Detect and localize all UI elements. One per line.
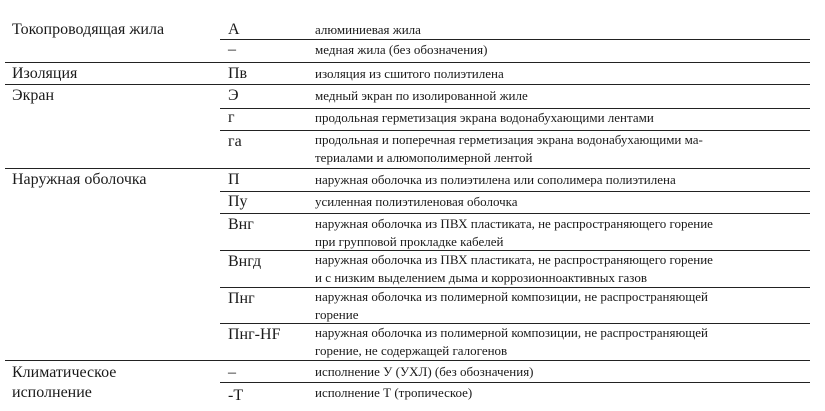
desc-polymer-fr-hf-sheath (315, 324, 815, 360)
desc-line: изоляция из сшитого полиэтилена (315, 66, 504, 81)
section-divider (5, 360, 810, 361)
code-longitudinal-transverse-seal: га (228, 133, 242, 150)
desc-polymer-fr-sheath (315, 288, 815, 324)
desc-copper-screen (315, 87, 815, 105)
desc-line: и с низким выделением дыма и коррозионноактивных газов (315, 270, 648, 285)
code-xlpe-insulation: Пв (228, 65, 248, 82)
code-longitudinal-seal: г (228, 109, 235, 126)
row-divider (220, 250, 810, 251)
desc-aluminium (315, 21, 815, 39)
desc-line: наружная оболочка из полимерной композиции, не распространяющей (315, 325, 708, 340)
desc-line: продольная герметизация экрана водонабухающими лентами (315, 110, 654, 125)
section-divider (5, 84, 810, 85)
code-pvc-fr-ls-sheath: Внгд (228, 253, 262, 270)
code-pe-sheath: П (228, 171, 240, 188)
desc-line: медная жила (без обозначения) (315, 42, 488, 57)
desc-line: наружная оболочка из полимерной композиции, не распространяющей (315, 289, 708, 304)
code-climate-u: – (228, 364, 236, 381)
desc-climate-u (315, 363, 815, 381)
desc-longitudinal-transverse-seal (315, 131, 815, 167)
code-reinforced-pe-sheath: Пу (228, 193, 248, 210)
category-screen (12, 86, 54, 106)
desc-line: териалами и алюмополимерной лентой (315, 150, 533, 165)
code-polymer-fr-sheath: Пнг (228, 290, 255, 307)
row-divider (220, 323, 810, 324)
desc-line: медный экран по изолированной жиле (315, 88, 528, 103)
desc-line: горение (315, 307, 359, 322)
code-aluminium: А (228, 21, 240, 38)
category-climate (12, 363, 116, 403)
desc-line: при групповой прокладке кабелей (315, 234, 504, 249)
desc-climate-t (315, 384, 815, 402)
desc-line: исполнение Т (тропическое) (315, 385, 473, 400)
desc-copper (315, 41, 815, 59)
code-pvc-fr-sheath: Внг (228, 216, 254, 233)
desc-line: алюминиевая жила (315, 22, 421, 37)
row-divider (220, 191, 810, 192)
category-insulation-label: Изоляция (12, 65, 78, 82)
row-divider (220, 382, 810, 383)
desc-pvc-fr-sheath (315, 215, 815, 251)
category-insulation (12, 64, 77, 84)
code-climate-t: -Т (228, 387, 244, 404)
desc-line: горение, не содержащей галогенов (315, 343, 508, 358)
desc-pe-sheath (315, 171, 815, 189)
desc-pvc-fr-ls-sheath (315, 251, 815, 287)
code-copper: – (228, 41, 236, 58)
code-copper-screen: Э (228, 87, 239, 104)
desc-reinforced-pe-sheath (315, 193, 815, 211)
desc-line: усиленная полиэтиленовая оболочка (315, 194, 518, 209)
desc-line: продольная и поперечная герметизация экрана водонабухающими ма- (315, 132, 703, 147)
desc-line: наружная оболочка из ПВХ пластиката, не распространяющего горение (315, 216, 713, 231)
desc-line: наружная оболочка из полиэтилена или сополимера полиэтилена (315, 172, 676, 187)
category-sheath (12, 170, 147, 190)
category-climate-label-line1: Климатическое (12, 364, 117, 381)
desc-longitudinal-seal (315, 109, 815, 127)
row-divider (220, 287, 810, 288)
desc-line: наружная оболочка из ПВХ пластиката, не распространяющего горение (315, 252, 713, 267)
category-climate-label-line2: исполнение (12, 384, 92, 401)
category-sheath-label: Наружная оболочка (12, 171, 147, 188)
category-conductor (12, 20, 164, 40)
row-divider (220, 213, 810, 214)
section-divider (5, 62, 810, 63)
row-divider (220, 39, 810, 40)
row-divider (220, 130, 810, 131)
desc-line: исполнение У (УХЛ) (без обозначения) (315, 364, 534, 379)
category-conductor-label: Токопроводящая жила (12, 21, 165, 38)
category-screen-label: Экран (12, 87, 54, 104)
row-divider (220, 108, 810, 109)
section-divider (5, 168, 810, 169)
desc-xlpe-insulation (315, 65, 815, 83)
code-polymer-fr-hf-sheath: Пнг-HF (228, 326, 281, 343)
